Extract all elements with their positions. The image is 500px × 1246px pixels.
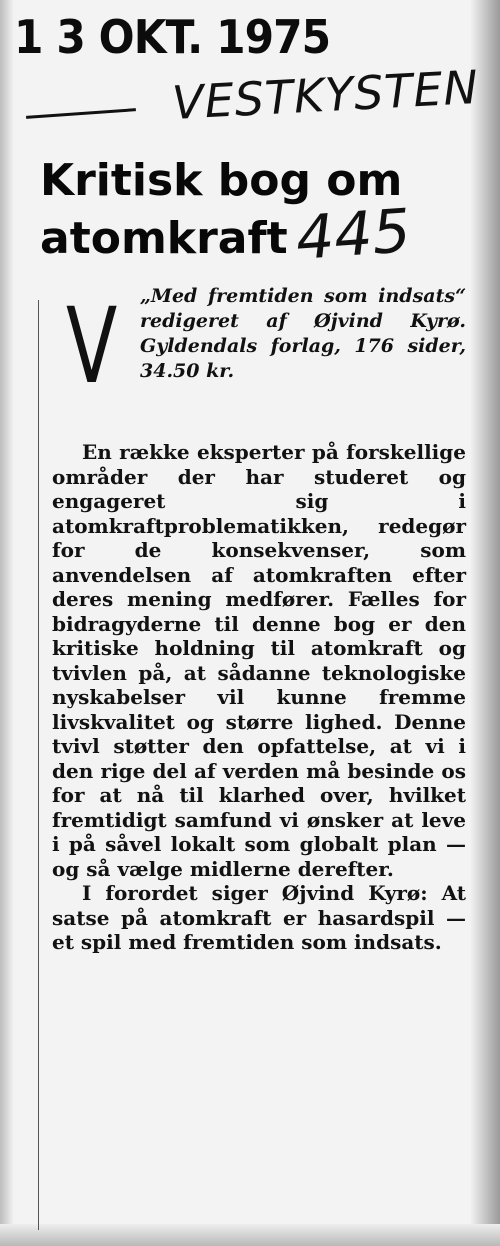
paper-edge-left (0, 0, 14, 1246)
book-info: „Med fremtiden som indsats“ redigeret af Øjvind Kyrø. Gyldendals forlag, 176 sider, 34.50 kr. (140, 285, 466, 382)
handwritten-underline (26, 108, 136, 119)
handwritten-page-number: 445 (293, 196, 413, 274)
headline: Kritisk bog om atomkraft (40, 155, 403, 264)
date-stamp: 1 3 OKT. 1975 (14, 10, 331, 64)
drop-cap: V (66, 285, 118, 407)
article-body (52, 440, 466, 955)
paper-edge-bottom (0, 1224, 500, 1246)
handwritten-newspaper-name: VESTKYSTEN (170, 60, 481, 130)
paragraph-1: En række eksperter på forskellige områder der har studeret og engageret sig i atomkraftproblematikken, redegør for de konsekvenser, som anvendelsen af atomkraften efter deres mening medfører. Fælles for bidragyderne til denne bog er den kritiske holdning til atomkraft og tvivlen på, at sådanne teknologiske nyskabelser vil kunne fremme livskvalitet og større lighed. Denne tvivl støtter den opfattelse, at vi i den rige del af verden må besinde os for at nå til klarhed over, hvilket fremtidigt samfund vi ønsker at leve i på såvel lokalt som globalt plan — og så vælge midlerne derefter. (52, 440, 466, 881)
column-rule (38, 300, 39, 1230)
paragraph-2: I forordet siger Øjvind Kyrø: At satse på atomkraft er hasardspil — et spil med fremtiden som indsats. (52, 881, 466, 954)
